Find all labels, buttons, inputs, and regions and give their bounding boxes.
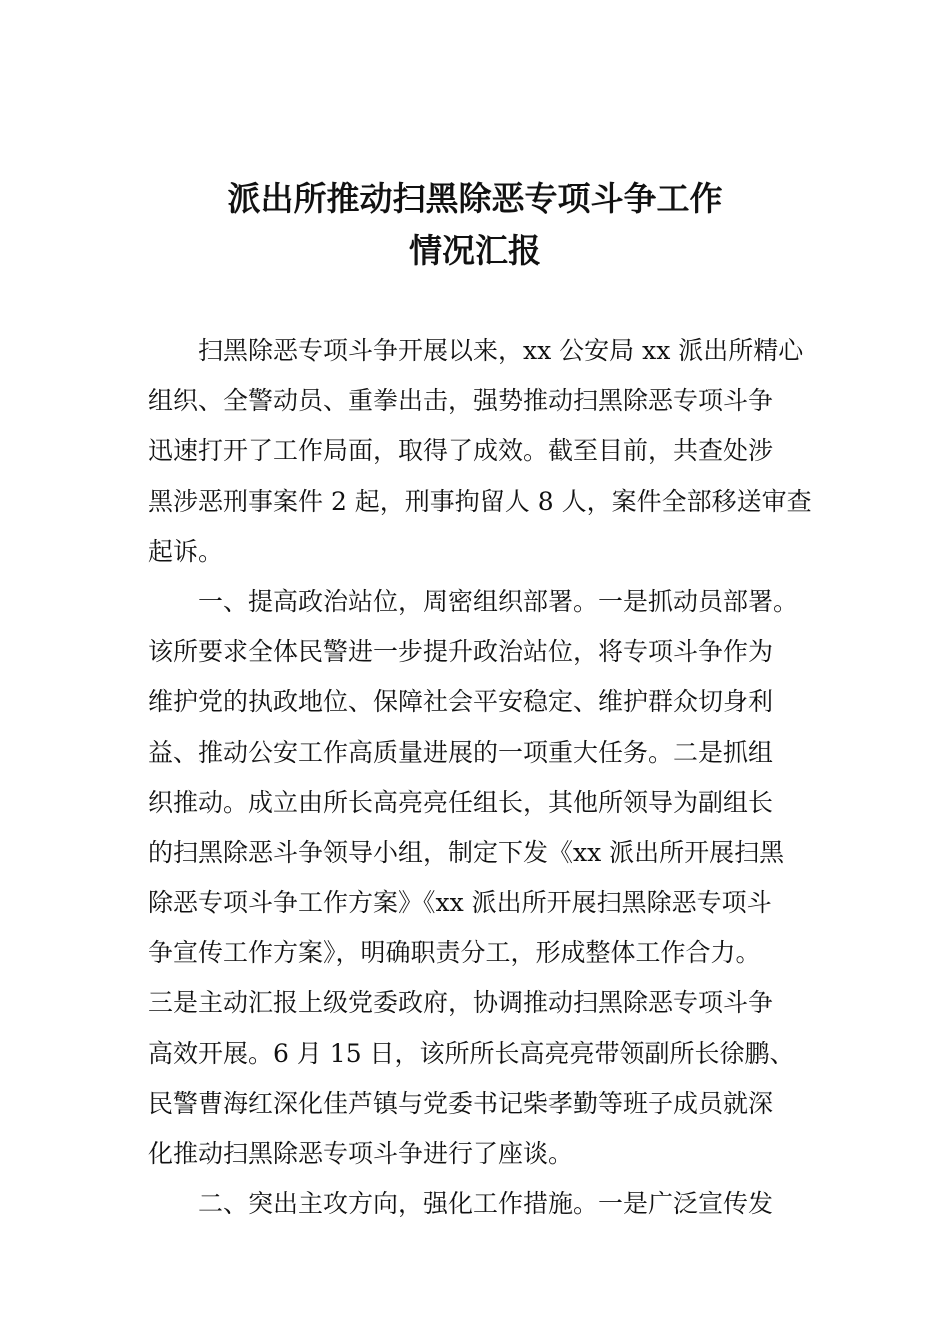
body-line-11: 的扫黑除恶斗争领导小组，制定下发《xx 派出所开展扫黑 [148, 837, 785, 867]
body-line-18: 二、突出主攻方向，强化工作措施。一是广泛宣传发 [198, 1189, 774, 1219]
body-line-2: 组织、全警动员、重拳出击，强势推动扫黑除恶专项斗争 [148, 386, 774, 416]
body-line-17: 化推动扫黑除恶专项斗争进行了座谈。 [148, 1139, 574, 1168]
body-line-15: 高效开展。6 月 15 日，该所所长高亮亮带领副所长徐鹏、 [148, 1038, 795, 1068]
body-line-5: 起诉。 [148, 536, 224, 566]
body-line-6: 一、提高政治站位，周密组织部署。一是抓动员部署。 [198, 586, 799, 616]
body-line-4: 黑涉恶刑事案件 2 起，刑事拘留人 8 人，案件全部移送审查 [148, 486, 812, 516]
document-title-line-1: 派出所推动扫黑除恶专项斗争工作 [227, 179, 723, 218]
body-line-3: 迅速打开了工作局面，取得了成效。截至目前，共查处涉 [148, 436, 774, 466]
body-line-14: 三是主动汇报上级党委政府，协调推动扫黑除恶专项斗争 [148, 988, 774, 1018]
body-line-8: 维护党的执政地位、保障社会平安稳定、维护群众切身利 [148, 687, 774, 717]
body-line-12: 除恶专项斗争工作方案》《xx 派出所开展扫黑除恶专项斗 [148, 888, 772, 918]
body-line-13: 争宣传工作方案》，明确职责分工，形成整体工作合力。 [148, 938, 761, 968]
body-line-1: 扫黑除恶专项斗争开展以来，xx 公安局 xx 派出所精心 [198, 336, 804, 365]
body-line-9: 益、推动公安工作高质量进展的一项重大任务。二是抓组 [148, 737, 774, 767]
body-line-10: 织推动。成立由所长高亮亮任组长，其他所领导为副组长 [148, 787, 774, 817]
body-line-16: 民警曹海红深化佳芦镇与党委书记柴孝勤等班子成员就深 [148, 1088, 774, 1118]
document-title-line-2: 情况汇报 [409, 231, 541, 270]
body-line-7: 该所要求全体民警进一步提升政治站位，将专项斗争作为 [148, 637, 774, 667]
document-body [148, 326, 848, 1229]
